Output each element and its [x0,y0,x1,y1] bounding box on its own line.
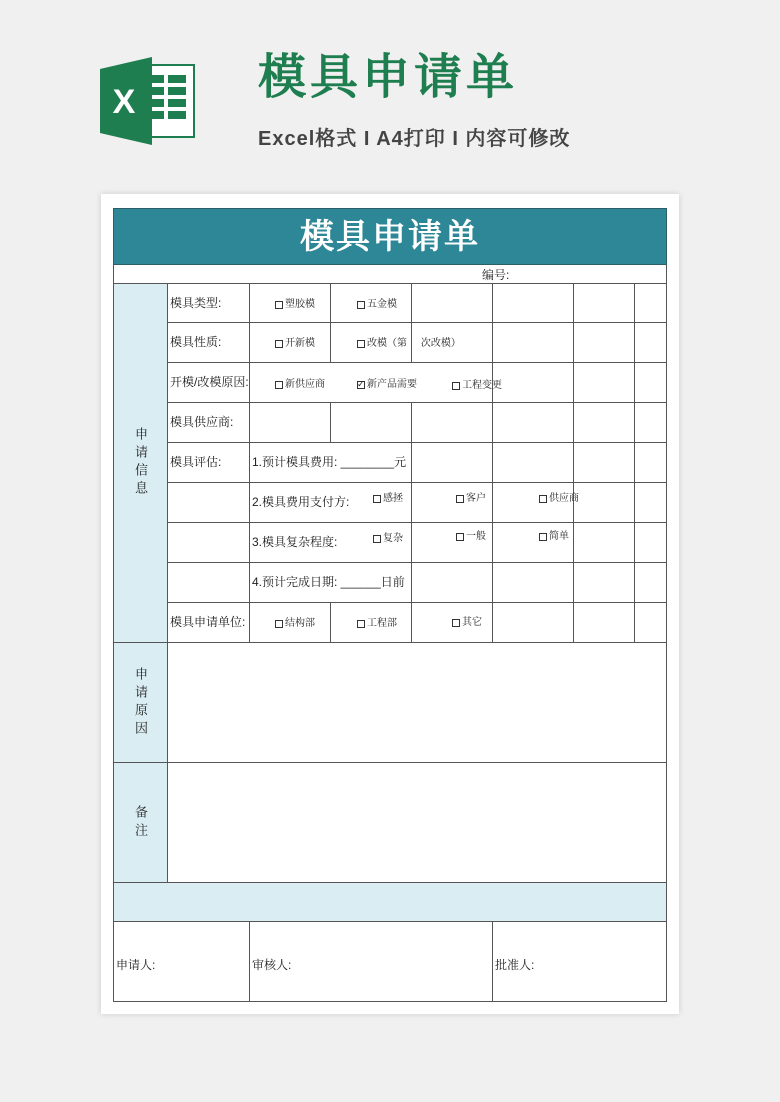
dept-option-structure[interactable]: 结构部 [275,618,315,630]
estimated-cost: 1.预计模具费用: ________元 [252,455,407,469]
form-sheet [113,208,667,1002]
applicant-label: 申请人: [116,958,156,972]
checkbox-icon[interactable] [452,619,460,627]
supplier-label: 模具供应商: [170,415,234,429]
complexity-option-simple[interactable]: 简单 [539,531,569,543]
form-title: 模具申请单 [113,208,667,265]
mold-nature-label: 模具性质: [170,335,222,349]
checkbox-checked-icon[interactable] [357,381,365,389]
section-reason-label: 申请原因 [133,666,148,739]
notes-content-area[interactable] [168,763,666,882]
mold-type-option-plastic[interactable]: 塑胶模 [275,299,315,311]
checkbox-icon[interactable] [452,382,460,390]
reason-option-new-supplier[interactable]: 新供应商 [275,379,325,391]
logo-letter: X [112,83,136,121]
reason-content-area[interactable] [168,643,666,762]
mold-nature-option-modify[interactable]: 改模（第 次改模） [357,338,461,350]
section-info [113,283,168,643]
checkbox-icon[interactable] [275,381,283,389]
page-title: 模具申请单 [258,51,519,104]
reason-option-new-product[interactable]: ✓ 新产品需要 [357,379,417,391]
payer-option-supplier[interactable]: 供应商 [539,493,579,505]
complexity-option-normal[interactable]: 一般 [456,531,486,543]
section-info-label: 申请信息 [133,427,148,499]
finish-date: 4.预计完成日期: ______日前 [252,575,405,589]
number-label: 编号: [482,268,510,282]
complexity-label: 3.模具复杂程度: [252,535,338,549]
mold-type-option-metal[interactable]: 五金模 [357,299,397,311]
section-reason [113,642,168,763]
checkbox-icon[interactable] [275,340,283,348]
evaluation-label: 模具评估: [170,455,222,469]
excel-logo-icon [100,57,198,145]
checkbox-icon[interactable] [539,495,547,503]
mold-type-label: 模具类型: [170,296,222,310]
checkbox-icon[interactable] [456,495,464,503]
checkbox-icon[interactable] [373,535,381,543]
payer-label: 2.模具费用支付方: [252,495,350,509]
checkbox-icon[interactable] [357,301,365,309]
checkbox-icon[interactable] [275,620,283,628]
number-row [113,265,667,283]
reviewer-label: 审核人: [252,958,292,972]
checkbox-icon[interactable] [357,340,365,348]
reason-option-engineering-change[interactable]: 工程变更 [452,380,502,392]
page-subtitle: Excel格式 I A4打印 I 内容可修改 [258,128,571,150]
checkbox-icon[interactable] [456,533,464,541]
dept-option-engineering[interactable]: 工程部 [357,618,397,630]
checkbox-icon[interactable] [275,301,283,309]
reason-label: 开模/改模原因: [170,375,249,389]
checkbox-icon[interactable] [373,495,381,503]
dept-label: 模具申请单位: [170,615,246,629]
complexity-option-complex[interactable]: 复杂 [373,533,403,545]
checkbox-icon[interactable] [539,533,547,541]
signature-row [113,921,667,1002]
section-notes-label: 备注 [133,804,148,841]
approver-label: 批准人: [495,958,535,972]
payer-option-1[interactable]: 感拯 [373,493,403,505]
payer-option-customer[interactable]: 客户 [456,493,486,505]
section-notes [113,762,168,883]
checkbox-icon[interactable] [357,620,365,628]
divider-band [113,882,667,922]
dept-option-other[interactable]: 其它 [452,617,482,629]
mold-nature-option-new[interactable]: 开新模 [275,338,315,350]
